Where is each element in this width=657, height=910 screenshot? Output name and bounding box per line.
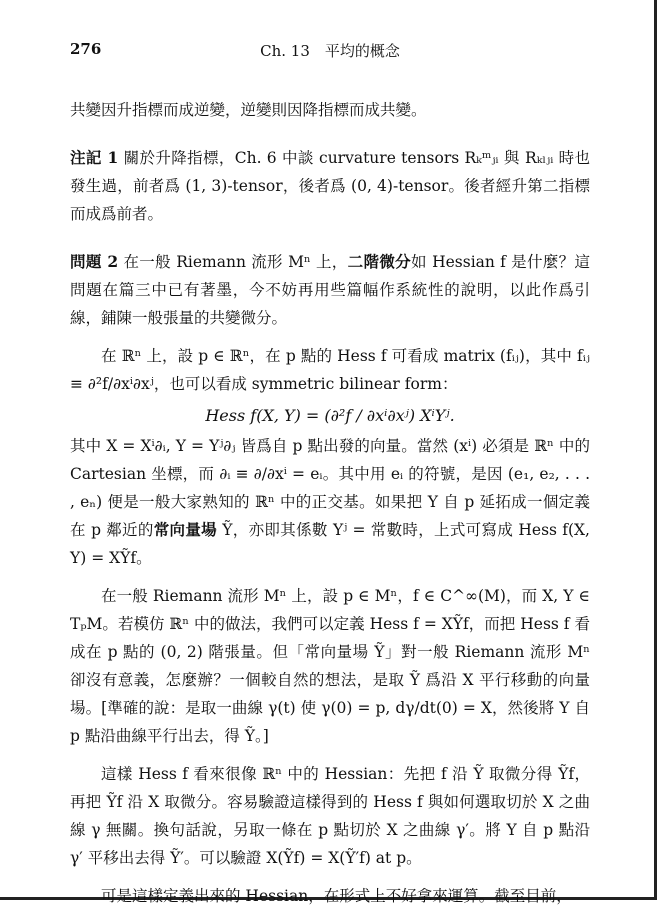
paragraph-hessian-rn: 在 ℝⁿ 上，設 p ∈ ℝⁿ，在 p 點的 Hess f 可看成 matrix (fᵢⱼ)，其中 fᵢⱼ ≡ ∂²f/∂xⁱ∂xʲ，也可以看成 symmetric bilinear form： (70, 347, 590, 393)
constant-field-term: 常向量場 (153, 520, 217, 539)
paragraph-intro: 共變因升指標而成逆變，逆變則因降指標而成共變。 (70, 101, 427, 119)
problem-text-a: 在一般 Riemann 流形 Mⁿ 上， (118, 253, 348, 271)
note-text: 關於升降指標，Ch. 6 中談 curvature tensors Rₖᵐⱼᵢ 與 Rₖₗⱼᵢ 時也發生過，前者爲 (1, 3)-tensor，後者爲 (0, 4)-tensor。後者經升第二指標而成爲前者。 (70, 149, 590, 223)
problem-2 (70, 248, 590, 332)
page-body (70, 96, 590, 910)
paragraph-riemann: 在一般 Riemann 流形 Mⁿ 上，設 p ∈ Mⁿ，f ∈ C^∞(M)，而 X, Y ∈ TₚM。若模仿 ℝⁿ 中的做法，我們可以定義 Hess f = XỸf，而把 Hess f 看成在 p 點的 (0, 2) 階張量。但「常向量場 Ỹ」對一般 Riemann 流形 Mⁿ 卻沒有意義，怎麼辦？一個較自然的想法，是取 Ỹ 爲沿 X 平行移動的向量場。[準確的說：是取一曲線 γ(t) 使 γ(0) = p, dγ/dt(0) = X，然後將 Y 自 p 點沿曲線平行出去，得 Ỹ。] (70, 587, 590, 745)
paragraph-cartesian-a: 其中 X = Xⁱ∂ᵢ, Y = Yʲ∂ⱼ 皆爲自 p 點出發的向量。當然 (xⁱ) 必須是 ℝⁿ 中的 Cartesian 坐標，而 ∂ᵢ ≡ ∂/∂xⁱ = eᵢ。其中用 eᵢ 的符號，是因 (e₁, e₂, . . . , eₙ) 便是一般大家熟知的 ℝⁿ 中的正交基。如果把 Y 自 p 延拓成一個定義在 p 鄰近的 (70, 437, 590, 539)
note-label: 注記 1 (70, 148, 119, 167)
paragraph-parallel: 這樣 Hess f 看來很像 ℝⁿ 中的 Hessian：先把 f 沿 Ỹ 取微分得 Ỹf，再把 Ỹf 沿 X 取微分。容易驗證這樣得到的 Hess f 與如何選取切於 X 之曲線 γ 無關。換句話說，另取一條在 p 點切於 X 之曲線 γ′。將 Y 自 p 點沿 γ′ 平移出去得 Ỹ′。可以驗證 X(Ỹf) = X(Ỹ′f) at p。 (70, 765, 590, 867)
problem-bold-term: 二階微分 (347, 252, 411, 271)
problem-label: 問題 2 (70, 252, 119, 271)
chapter-title: Ch. 13 平均的概念 (260, 42, 400, 60)
paragraph-cartesian (70, 432, 590, 572)
running-header (70, 40, 590, 64)
hessian-formula: Hess f(X, Y) = (∂²f / ∂xⁱ∂xʲ) XⁱYʲ. (205, 406, 455, 425)
problem-text-b: 如 Hessian f 是什麼？這問題在篇三中已有著墨，今不妨再用些篇幅作系統性的說明，以此作爲引線，鋪陳一般張量的共變微分。 (70, 253, 590, 327)
note-1 (70, 144, 590, 228)
page-number: 276 (70, 40, 102, 58)
paragraph-cartesian-b: Ỹ，亦即其係數 Yʲ = 常數時，上式可寫成 Hess f(X, Y) = XỸf。 (70, 521, 590, 567)
paragraph-final: 可是這樣定義出來的 Hessian，在形式上不好拿來運算。截至目前， (101, 887, 572, 905)
